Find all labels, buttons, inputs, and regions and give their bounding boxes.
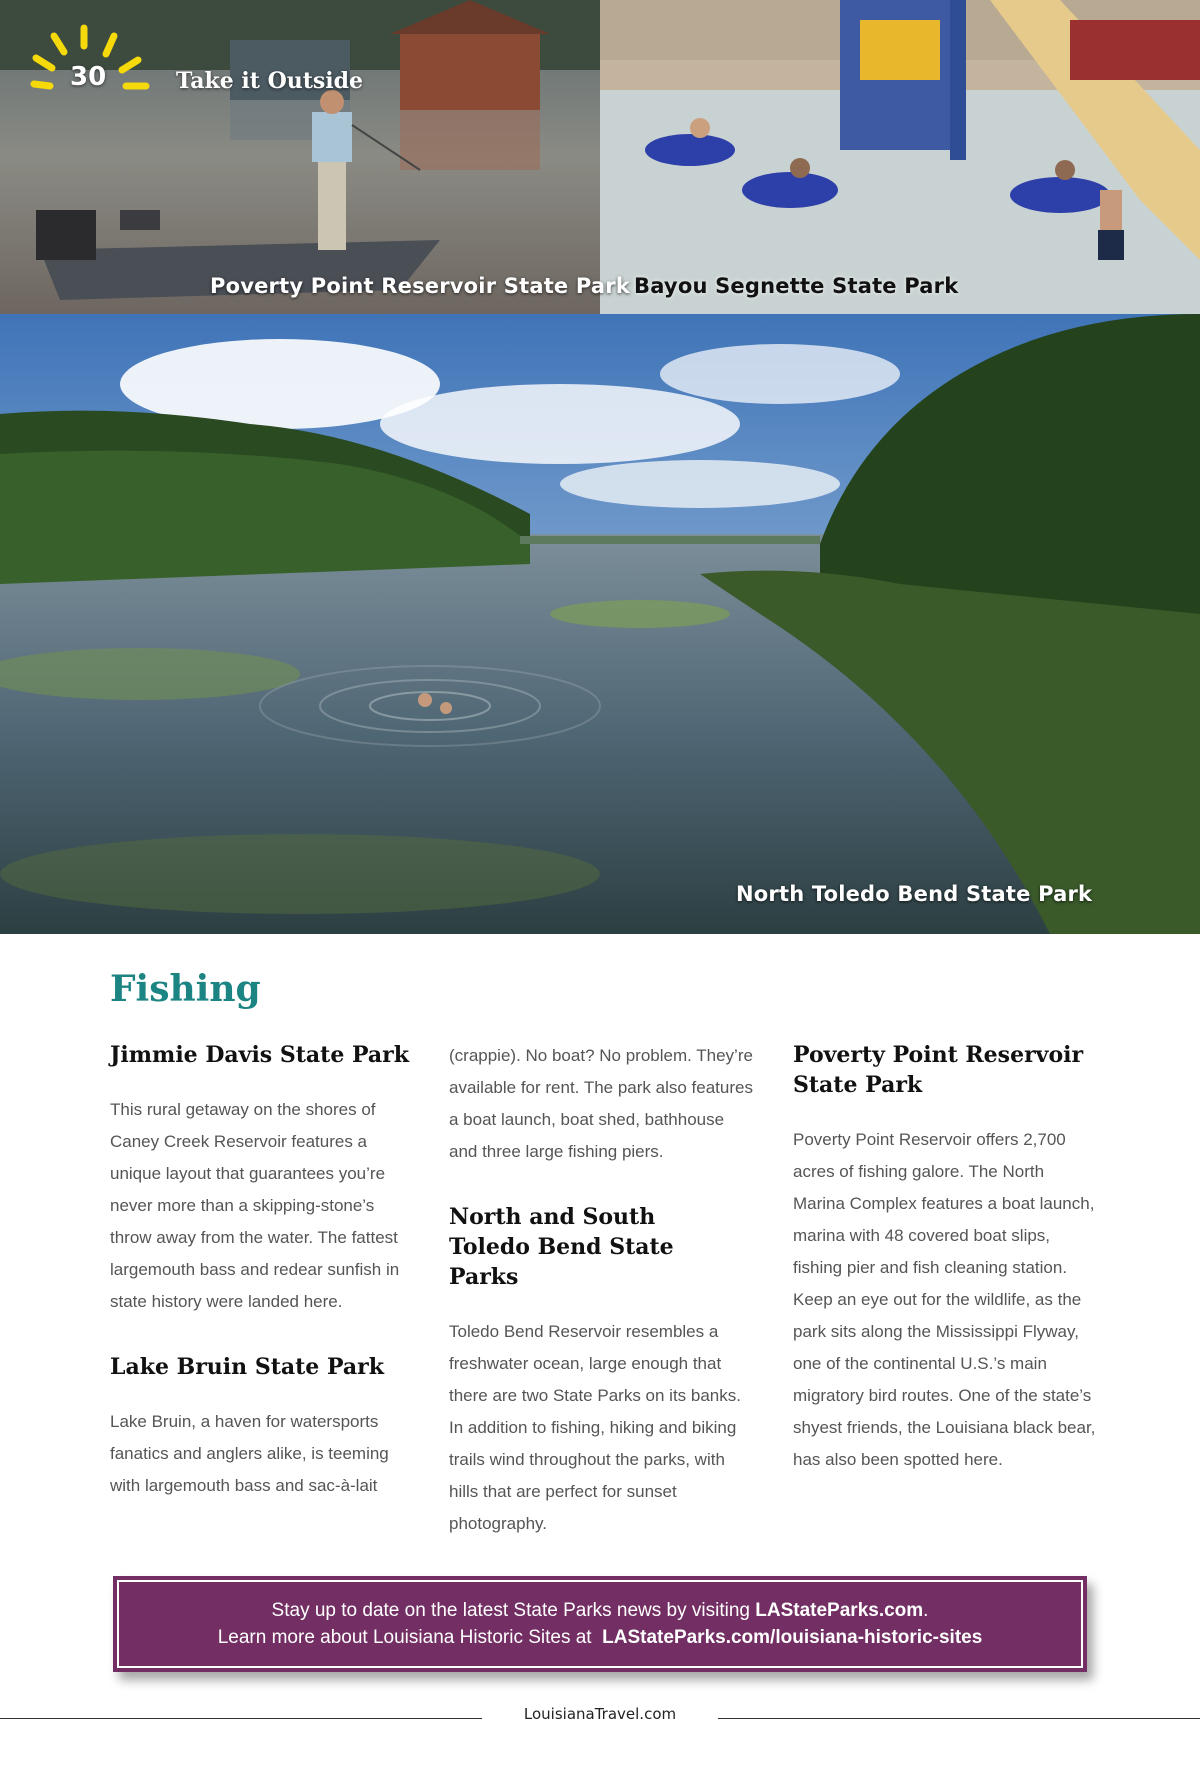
banner-line-2 xyxy=(218,1624,983,1651)
banner-line-1-end: . xyxy=(923,1600,929,1621)
photo-bayou-segnette xyxy=(600,0,1200,314)
banner-line-2-text: Learn more about Louisiana Historic Sites at xyxy=(217,1627,603,1648)
park-title-jimmie-davis: Jimmie Davis State Park xyxy=(110,1042,410,1068)
park-title-poverty-point: Poverty Point Reservoir State Park xyxy=(793,1042,1084,1098)
caption-bayou-segnette: Bayou Segnette State Park xyxy=(634,274,959,298)
caption-north-toledo-bend: North Toledo Bend State Park xyxy=(736,882,1093,906)
park-title-toledo-bend: North and South Toledo Bend State Parks xyxy=(449,1204,674,1290)
banner-line-1 xyxy=(272,1597,929,1624)
state-parks-link[interactable]: LAStateParks.com xyxy=(755,1600,924,1621)
banner-line-1-text: Stay up to date on the latest State Parks news by visiting xyxy=(271,1600,756,1621)
park-text-lake-bruin-continued: (crappie). No boat? No problem. They’re available for rent. The park also features a boat launch, boat shed, bathhouse and three large fishing piers. xyxy=(449,1046,753,1161)
park-text-poverty-point: Poverty Point Reservoir offers 2,700 acres of fishing galore. The North Marina Complex features a boat launch, marina with 48 covered boat slips, fishing pier and fish cleaning station. Keep an eye out for the wildlife, as the park sits along the Mississippi Flyway, one of the continental U.S.’s main migratory bird routes. One of the state’s shyest friends, the Louisiana black bear, has also been spotted here. xyxy=(793,1130,1096,1469)
park-text-lake-bruin: Lake Bruin, a haven for watersports fanatics and anglers alike, is teeming with largemouth bass and sac-à-lait xyxy=(110,1412,389,1495)
park-text-toledo-bend: Toledo Bend Reservoir resembles a freshwater ocean, large enough that there are two State Parks on its banks. In addition to fishing, hiking and biking trails wind throughout the parks, with hills that are perfect for sunset photography. xyxy=(449,1322,741,1533)
caption-poverty-point: Poverty Point Reservoir State Park xyxy=(210,274,631,298)
footer-rule-right xyxy=(718,1718,1200,1719)
photo-north-toledo-bend xyxy=(0,314,1200,934)
column-3 xyxy=(793,1040,1097,1510)
page-number: 30 xyxy=(70,62,107,92)
column-2 xyxy=(449,1040,753,1574)
footer-rule-left xyxy=(0,1718,482,1719)
park-text-jimmie-davis: This rural getaway on the shores of Caney Creek Reservoir features a unique layout that guarantees you’re never more than a skipping-stone’s throw away from the water. The fattest largemouth bass and redear sunfish in state history were landed here. xyxy=(110,1100,400,1311)
article-heading: Fishing xyxy=(110,968,261,1010)
info-banner-inner xyxy=(117,1580,1083,1668)
footer-site: LouisianaTravel.com xyxy=(523,1705,677,1723)
park-title-lake-bruin: Lake Bruin State Park xyxy=(110,1354,384,1380)
section-title: Take it Outside xyxy=(176,68,364,94)
info-banner xyxy=(113,1576,1087,1672)
column-1 xyxy=(110,1040,414,1536)
historic-sites-link[interactable]: LAStateParks.com/louisiana-historic-sites xyxy=(602,1627,983,1648)
